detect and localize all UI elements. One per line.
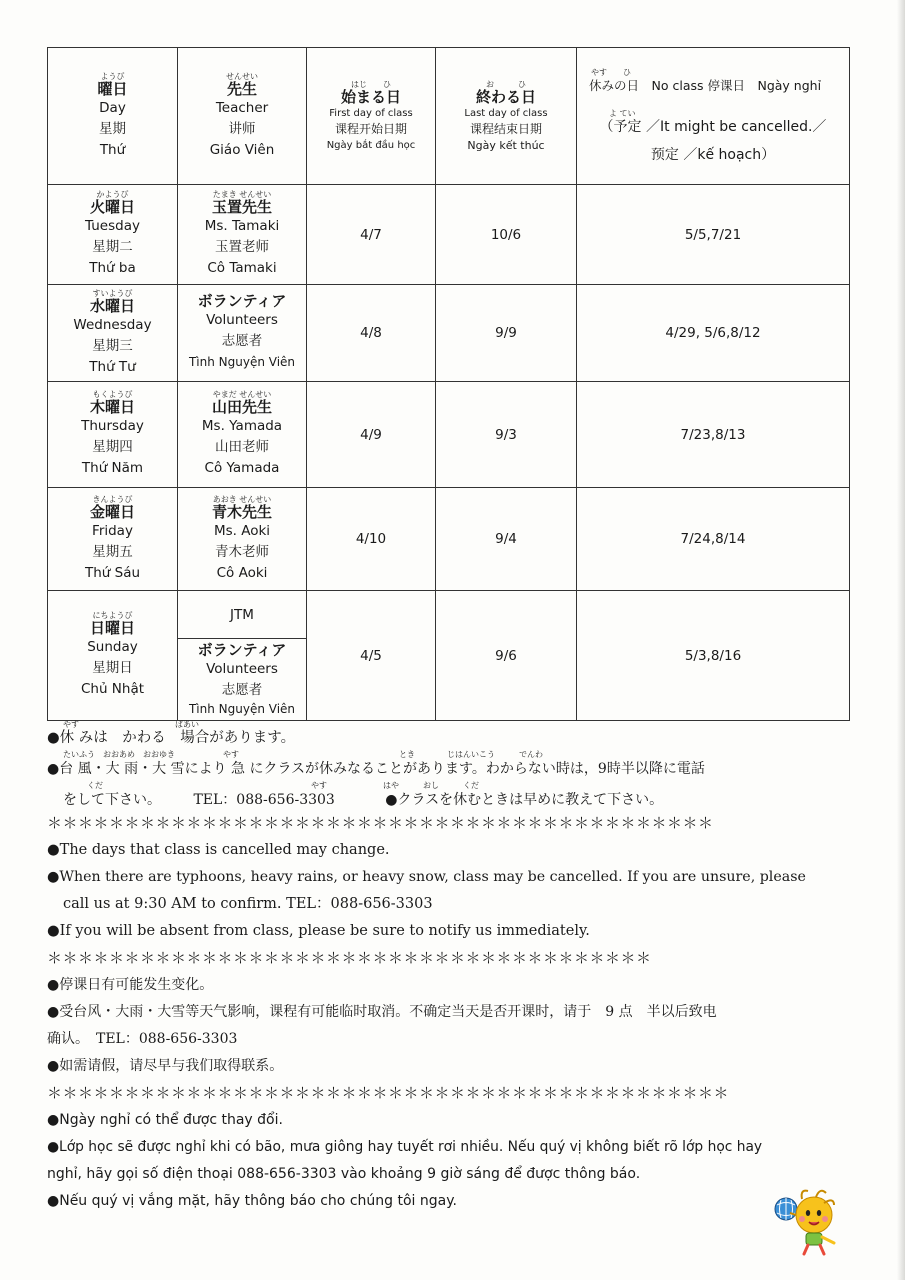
off-days: 7/24,8/14 <box>577 488 850 591</box>
note-ja-1: ●休 みは かわる 場合があります。 <box>47 730 296 746</box>
day-ruby: きんようび <box>92 494 133 504</box>
note-ruby: たいふう おおあめ おおゆき やす とき じはんいこう でんわ <box>63 750 543 759</box>
header-end-ruby: お ひ <box>486 79 526 89</box>
day-jp: 日曜日 <box>89 619 135 637</box>
header-teacher-ruby: せんせい <box>226 71 258 81</box>
day-en: Thursday <box>81 418 144 434</box>
note-en-2: ●When there are typhoons, heavy rains, or heavy snow, class may be cancelled. If you are unsure, please <box>47 869 806 885</box>
page-edge <box>897 0 905 1280</box>
teacher-en: Ms. Tamaki <box>204 218 280 234</box>
day-cell <box>48 185 178 285</box>
header-day-ruby: ようび <box>100 71 125 81</box>
header-start <box>307 48 436 185</box>
notes-section <box>47 720 857 1215</box>
note-zh-1: ●停课日有可能发生变化。 <box>47 977 214 993</box>
divider-stars: ＊＊＊＊＊＊＊＊＊＊＊＊＊＊＊＊＊＊＊＊＊＊＊＊＊＊＊＊＊＊＊＊＊＊＊＊＊＊＊ <box>47 949 652 967</box>
off-days: 4/29, 5/6,8/12 <box>577 285 850 382</box>
day-zh: 星期二 <box>92 239 133 255</box>
teacher-en: Ms. Aoki <box>213 522 271 539</box>
teacher-cell <box>178 185 307 285</box>
note-zh-2b: 确认。 TEL：088-656-3303 <box>47 1031 238 1047</box>
day-jp: 金曜日 <box>89 502 135 521</box>
day-vi: Thứ Tư <box>89 358 136 375</box>
day-en: Friday <box>92 522 133 539</box>
table-row <box>48 488 850 591</box>
table-row <box>48 285 850 382</box>
end-date: 9/6 <box>436 591 577 721</box>
teacher-cell <box>178 285 307 382</box>
header-day-vi: Thứ <box>99 141 126 158</box>
day-ruby: かようび <box>96 190 129 199</box>
header-holiday-line1: 休みの日 No class 停课日 Ngày nghỉ <box>589 78 822 93</box>
day-jp: 木曜日 <box>89 398 135 416</box>
note-zh-2: ●受台风・大雨・大雪等天气影响，课程有可能临时取消。不确定当天是否开课时，请于 9 点 半以后致电 <box>47 1004 717 1020</box>
header-start-vi: Ngày bắt đầu học <box>326 139 416 151</box>
day-en: Wednesday <box>73 316 152 333</box>
note-zh-3: ●如需请假，请尽早与我们取得联系。 <box>47 1058 284 1074</box>
teacher-vi: Tình Nguyện Viên <box>188 701 296 716</box>
table-row-sunday <box>48 591 850 639</box>
teacher-cell <box>178 382 307 488</box>
day-vi: Thứ ba <box>89 260 136 276</box>
header-start-ruby: はじ ひ <box>351 79 391 89</box>
header-holiday-line3: 预定 ／kế hoạch） <box>650 147 776 163</box>
teacher-jp: 玉置先生 <box>211 198 272 216</box>
teacher-ruby: やまだ せんせい <box>212 390 272 399</box>
header-day-main: 曜日 <box>97 79 128 98</box>
teacher-jp: ボランティア <box>197 640 287 659</box>
header-row <box>48 48 850 185</box>
note-ja-3b: ●クラスを休むときは早めに教えて下さい。 <box>385 792 664 808</box>
header-start-en: First day of class <box>329 107 413 119</box>
teacher-jp: 青木先生 <box>211 502 272 521</box>
end-date: 10/6 <box>436 185 577 285</box>
mascot-with-globe-icon <box>772 1185 842 1257</box>
header-holiday-ruby2: よ てい <box>609 109 636 118</box>
teacher-vi: Tình Nguyện Viên <box>188 355 296 369</box>
note-ja-3 <box>47 790 857 810</box>
day-jp: 水曜日 <box>89 296 135 315</box>
header-start-zh: 课程开始日期 <box>334 121 407 136</box>
day-cell <box>48 285 178 382</box>
note-ruby: くだ やす はや おし くだ <box>63 781 479 790</box>
teacher-zh: 玉置老师 <box>215 239 269 255</box>
note-vi-3: ●Nếu quý vị vắng mặt, hãy thông báo cho chúng tôi ngay. <box>47 1193 457 1209</box>
teacher-ruby: たまき せんせい <box>212 190 272 199</box>
teacher-zh: 山田老师 <box>215 439 269 455</box>
end-date: 9/4 <box>436 488 577 591</box>
divider-stars: ＊＊＊＊＊＊＊＊＊＊＊＊＊＊＊＊＊＊＊＊＊＊＊＊＊＊＊＊＊＊＊＊＊＊＊＊＊＊＊＊＊＊＊＊ <box>47 1084 730 1102</box>
header-teacher-main: 先生 <box>226 79 257 98</box>
day-cell <box>48 382 178 488</box>
note-ja-3a: をして下さい。 <box>63 792 161 808</box>
note-en-3: ●If you will be absent from class, please be sure to notify us immediately. <box>47 923 590 939</box>
header-day-en: Day <box>99 99 126 116</box>
note-vi-2: ●Lớp học sẽ được nghỉ khi có bão, mưa giông hay tuyết rơi nhiều. Nếu quý vị không biết rõ lớp học hay <box>47 1139 763 1155</box>
header-teacher-zh: 讲师 <box>228 120 256 137</box>
start-date: 4/9 <box>307 382 436 488</box>
start-date: 4/10 <box>307 488 436 591</box>
divider-stars: ＊＊＊＊＊＊＊＊＊＊＊＊＊＊＊＊＊＊＊＊＊＊＊＊＊＊＊＊＊＊＊＊＊＊＊＊＊＊＊＊＊＊＊ <box>47 814 714 832</box>
start-date: 4/8 <box>307 285 436 382</box>
note-vi-1: ●Ngày nghỉ có thể được thay đổi. <box>47 1112 283 1128</box>
day-zh: 星期五 <box>92 543 133 560</box>
header-end-zh: 课程结束日期 <box>469 121 542 136</box>
day-cell <box>48 488 178 591</box>
header-teacher <box>178 48 307 185</box>
day-cell <box>48 591 178 721</box>
end-date: 9/3 <box>436 382 577 488</box>
day-zh: 星期三 <box>92 337 133 354</box>
note-en-1: ●The days that class is cancelled may change. <box>47 842 390 858</box>
day-vi: Thứ Sáu <box>84 564 141 581</box>
note-en-2b: call us at 9:30 AM to confirm. TEL：088-656-3303 <box>63 896 433 912</box>
teacher-zh: 青木老师 <box>215 543 269 560</box>
teacher-vi: Cô Yamada <box>204 460 280 476</box>
day-zh: 星期四 <box>92 439 133 455</box>
header-end-en: Last day of class <box>464 107 548 119</box>
header-holiday <box>577 48 850 185</box>
note-ruby: やす ばあい <box>63 720 199 729</box>
teacher-vi: Cô Tamaki <box>207 260 277 276</box>
header-holiday-ruby: やす ひ <box>591 68 631 77</box>
day-vi: Chủ Nhật <box>80 681 145 697</box>
header-end <box>436 48 577 185</box>
teacher-cell <box>178 488 307 591</box>
teacher-zh: 志愿者 <box>221 333 263 349</box>
class-schedule-table <box>47 47 850 721</box>
note-ja-tel: TEL：088-656-3303 <box>193 792 335 808</box>
start-date: 4/5 <box>307 591 436 721</box>
teacher-en: Volunteers <box>206 660 278 677</box>
table-row <box>48 185 850 285</box>
teacher-jtm: JTM <box>178 591 307 639</box>
day-en: Tuesday <box>85 218 140 234</box>
teacher-cell <box>178 639 307 721</box>
teacher-zh: 志愿者 <box>221 681 263 698</box>
teacher-jp: 山田先生 <box>211 398 272 416</box>
teacher-en: Volunteers <box>206 312 278 328</box>
off-days: 5/3,8/16 <box>577 591 850 721</box>
header-day <box>48 48 178 185</box>
header-teacher-en: Teacher <box>215 99 269 116</box>
off-days: 5/5,7/21 <box>577 185 850 285</box>
teacher-en: Ms. Yamada <box>201 418 283 434</box>
header-end-vi: Ngày kết thúc <box>467 138 545 152</box>
off-days: 7/23,8/13 <box>577 382 850 488</box>
day-ruby: すいようび <box>92 288 133 298</box>
day-en: Sunday <box>87 639 138 655</box>
header-day-zh: 星期 <box>99 120 126 137</box>
header-holiday-line2: （予定 ／It might be cancelled.／ <box>599 119 827 135</box>
note-ja-2: ●台 風・大 雨・大 雪により 急 にクラスが休みなることがあります。わからない時は，9時半以降に電話 <box>47 761 705 777</box>
note-vi-2b: nghỉ, hãy gọi số điện thoại 088-656-3303 vào khoảng 9 giờ sáng để được thông báo. <box>47 1166 641 1182</box>
day-ruby: にちようび <box>92 611 133 620</box>
day-ruby: もくようび <box>92 390 133 399</box>
end-date: 9/9 <box>436 285 577 382</box>
day-jp: 火曜日 <box>89 198 135 216</box>
teacher-ruby: あおき せんせい <box>212 494 272 504</box>
teacher-jp: ボランティア <box>197 292 287 310</box>
start-date: 4/7 <box>307 185 436 285</box>
day-zh: 星期日 <box>92 660 133 676</box>
teacher-vi: Cô Aoki <box>216 564 268 581</box>
header-teacher-vi: Giáo Viên <box>209 141 275 158</box>
header-start-main: 始まる日 <box>340 87 401 106</box>
header-end-main: 終わる日 <box>475 87 536 106</box>
table-row <box>48 382 850 488</box>
day-vi: Thứ Năm <box>81 460 144 476</box>
